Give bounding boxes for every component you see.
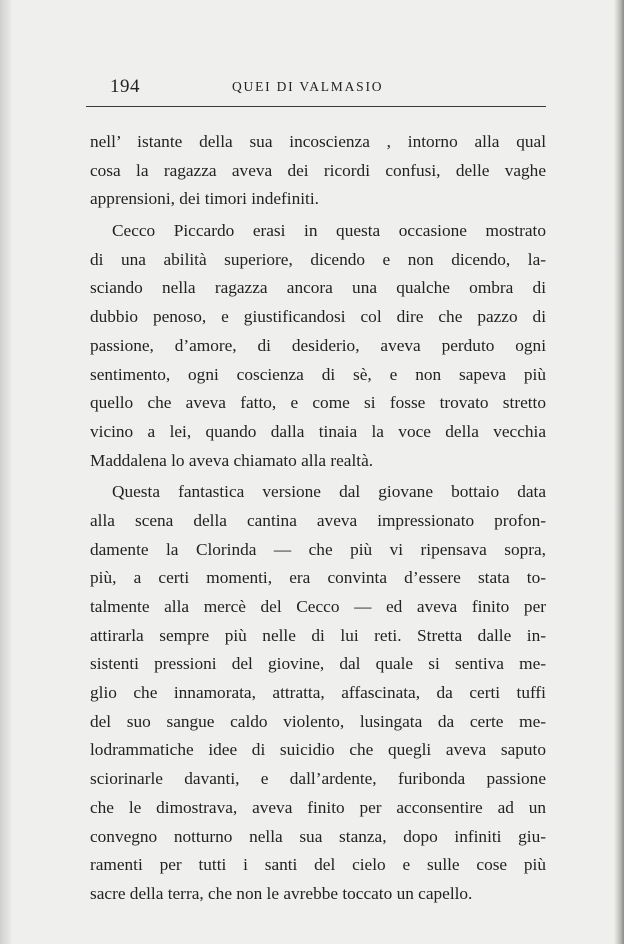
page-right-edge <box>614 0 624 944</box>
text-line: convegno notturno nella sua stanza, dopo infiniti giu- <box>90 826 546 846</box>
text-line: attirarla sempre più nelle di lui reti. Stretta dalle in- <box>90 625 546 645</box>
text-line: apprensioni, dei timori indefiniti. <box>90 189 319 209</box>
text-line: più, a certi momenti, era convinta d’essere stata to- <box>90 568 546 588</box>
body-text <box>90 128 546 909</box>
text-line: damente la Clorinda — che più vi ripensava sopra, <box>90 539 546 559</box>
text-line: nell’ istante della sua incoscienza , intorno alla qual <box>90 132 546 151</box>
paragraph <box>90 128 546 214</box>
page-number: 194 <box>110 76 140 97</box>
text-line: cosa la ragazza aveva dei ricordi confusi, delle vaghe <box>90 160 546 180</box>
text-line: vicino a lei, quando dalla tinaia la voce della vecchia <box>90 421 546 441</box>
text-line: che le dimostrava, aveva finito per acconsentire ad un <box>90 797 546 817</box>
text-line: quello che aveva fatto, e come si fosse trovato stretto <box>90 393 546 413</box>
text-line: sentimento, ogni coscienza di sè, e non sapeva più <box>90 364 546 384</box>
text-line: passione, d’amore, di desiderio, aveva perduto ogni <box>90 335 546 355</box>
header-rule <box>86 106 546 107</box>
text-line: Cecco Piccardo erasi in questa occasione mostrato <box>112 221 546 241</box>
text-line: glio che innamorata, attratta, affascinata, da certi tuffi <box>90 683 546 703</box>
page-left-edge <box>0 0 12 944</box>
running-title: QUEI DI VALMASIO <box>232 79 384 94</box>
text-line: del suo sangue caldo violento, lusingata da certe me- <box>90 711 546 731</box>
text-line: alla scena della cantina aveva impressionato profon- <box>90 510 546 530</box>
text-line: sistenti pressioni del giovine, dal quale si sentiva me- <box>90 654 546 674</box>
text-line: sciando nella ragazza ancora una qualche ombra di <box>90 278 546 298</box>
text-line: di una abilità superiore, dicendo e non dicendo, la- <box>90 249 546 269</box>
paragraph <box>90 217 546 475</box>
text-line: talmente alla mercè del Cecco — ed aveva finito per <box>90 597 546 616</box>
text-line: lodrammatiche idee di suicidio che quegli aveva saputo <box>90 740 546 760</box>
text-line: sciorinarle davanti, e dall’ardente, furibonda passione <box>90 769 546 789</box>
text-line: sacre della terra, che non le avrebbe toccato un capello. <box>90 883 473 903</box>
text-line: ramenti per tutti i santi del cielo e sulle cose più <box>90 855 546 875</box>
text-line: dubbio penoso, e giustificandosi col dire che pazzo di <box>90 307 546 327</box>
text-line: Maddalena lo aveva chiamato alla realtà. <box>90 450 374 470</box>
running-header <box>110 76 546 100</box>
paragraph <box>90 478 546 908</box>
text-line: Questa fantastica versione dal giovane bottaio data <box>112 482 546 502</box>
